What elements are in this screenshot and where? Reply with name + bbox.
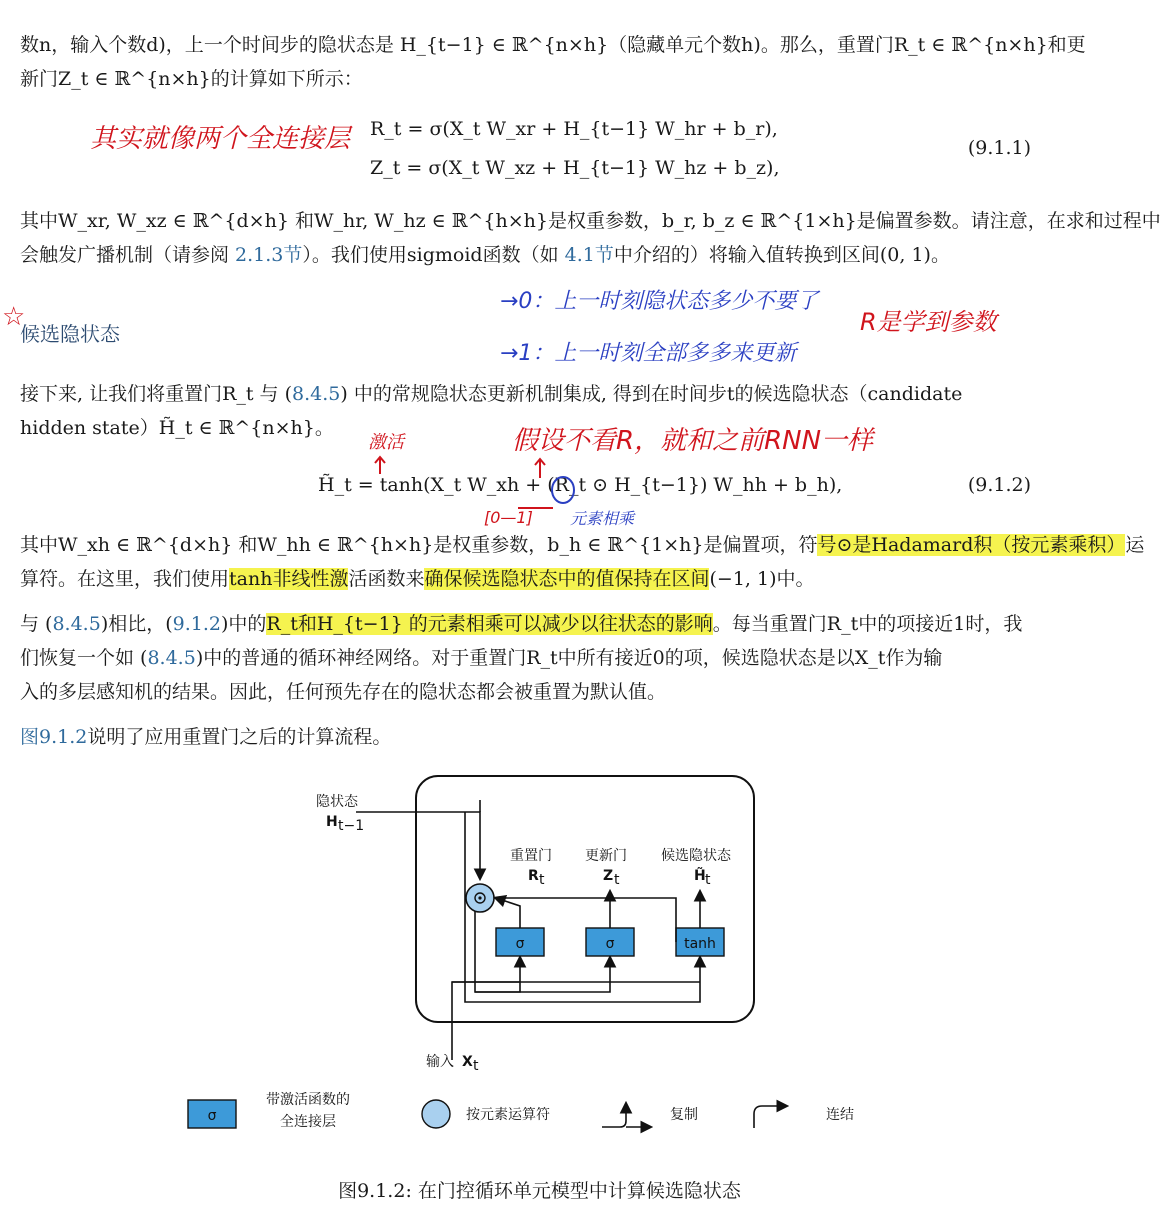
para3-line1 [20, 377, 1032, 411]
para4-text: 其中W_xh ∈ ℝ^{d×h} 和W_hh ∈ ℝ^{h×h}是权重参数，b_h ∈ ℝ^{1×h}是偏置项，符 [20, 534, 818, 556]
legend-elementwise-circle [422, 1100, 450, 1128]
handwritten-note-zero: →0：上一时刻隐状态多少不要了 [500, 289, 819, 314]
para4-line1 [20, 528, 1145, 562]
link-eq-845-b[interactable]: 8.4.5 [52, 613, 101, 635]
label-input-sub: t [473, 1058, 479, 1074]
handwritten-note-learn: R是学到参数 [860, 308, 997, 336]
section-heading-candidate: 候选隐状态 [20, 322, 120, 346]
label-input: 输入 [426, 1054, 454, 1070]
highlight-elementwise: R_t和H_{t−1} 的元素相乘可以减少以往状态的影响 [266, 613, 713, 635]
reset-gate-sigma: σ [515, 936, 525, 952]
para4-line2 [20, 562, 1032, 596]
para6-text: 说明了应用重置门之后的计算流程。 [87, 726, 392, 748]
handwritten-note-assume: 假设不看R，就和之前RNN一样 [512, 426, 874, 456]
legend-fc-symbol: σ [207, 1108, 217, 1124]
paragraph-gate-intro [20, 28, 1086, 96]
para5-line2 [20, 641, 1032, 675]
para2-text-mid: ）。我们使用sigmoid函数（如 [302, 244, 565, 266]
handwritten-note-range: [0—1] [484, 508, 533, 527]
label-reset-sub: t [539, 872, 545, 888]
legend-elementwise: 按元素运算符 [466, 1107, 550, 1123]
link-section-213[interactable]: 2.1.3节 [235, 244, 303, 266]
link-eq-845-c[interactable]: 8.4.5 [147, 647, 196, 669]
label-hidden-symbol: H [326, 814, 338, 830]
label-update-symbol: Z [603, 868, 614, 884]
label-hidden-state: 隐状态 [316, 794, 358, 810]
link-eq-845[interactable]: 8.4.5 [292, 383, 341, 405]
update-gate-sigma: σ [605, 936, 615, 952]
equation-update-gate: Z_t = σ(X_t W_xz + H_{t−1} W_hz + b_z), [370, 157, 780, 179]
candidate-tanh-label: tanh [684, 936, 716, 952]
para2-text: 会触发广播机制（请参阅 [20, 244, 236, 266]
link-eq-912[interactable]: 9.1.2 [172, 613, 221, 635]
para5-line2-post: )中的普通的循环神经网络。对于重置门R_t中所有接近0的项，候选隐状态是以X_t作为输 [195, 647, 943, 669]
para3-text: 接下来, 让我们将重置门R_t 与 ( [20, 383, 293, 405]
handwritten-arrow-activation [370, 454, 390, 476]
label-candidate-symbol: H̃ [694, 868, 706, 884]
label-candidate-sub: t [705, 872, 711, 888]
paragraph-figure-ref [20, 720, 1032, 754]
para3-line2: hidden state）H̃_t ∈ ℝ^{n×h}。 [20, 417, 334, 439]
handwritten-note-elementwise: 元素相乘 [570, 509, 635, 528]
handwritten-note-one: →1：上一时刻全部多多来更新 [500, 341, 797, 366]
paragraph-comparison [20, 607, 1032, 709]
para2-line1: 其中W_xr, W_xz ∈ ℝ^{d×h} 和W_hr, W_hz ∈ ℝ^{h×h}是权重参数，b_r, b_z ∈ ℝ^{1×h}是偏置参数。请注意，在求和过程中 [20, 210, 1161, 232]
para5-b: )相比，( [100, 613, 173, 635]
para2-line2 [20, 238, 1032, 272]
label-candidate: 候选隐状态 [661, 848, 731, 864]
handwritten-note-fc: 其实就像两个全连接层 [90, 124, 351, 154]
para5-c: )中的 [221, 613, 267, 635]
paragraph-parameters [20, 204, 1161, 272]
paragraph-hadamard [20, 528, 1145, 596]
legend-fc-line1: 带激活函数的 [266, 1092, 350, 1108]
legend-copy-icon [602, 1104, 626, 1127]
highlight-range: 确保候选隐状态中的值保持在区间 [424, 568, 710, 590]
equation-candidate-state: H̃_t = tanh(X_t W_xh + (R_t ⊙ H_{t−1}) W_hh + b_h), [318, 474, 843, 496]
highlight-hadamard: 号⊙是Hadamard积（按元素乘积） [817, 534, 1126, 556]
label-hidden-sub: t−1 [338, 818, 365, 834]
handwritten-note-activation: 激活 [368, 432, 404, 453]
label-reset-gate: 重置门 [510, 848, 552, 864]
legend-fc-line2: 全连接层 [280, 1114, 336, 1130]
para4-text-post: 运 [1125, 534, 1145, 556]
para5-d: 。每当重置门R_t中的项接近1时，我 [712, 613, 1023, 635]
para2-text-post: 中介绍的）将输入值转换到区间(0, 1)。 [613, 244, 950, 266]
equation-number-912: (9.1.2) [967, 474, 1031, 496]
link-section-41[interactable]: 4.1节 [564, 244, 614, 266]
label-reset-symbol: R [528, 868, 539, 884]
handwritten-star: ☆ [2, 302, 26, 332]
para4-line2-pre: 算符。在这里，我们使用 [20, 568, 230, 590]
equation-number-911: (9.1.1) [967, 137, 1031, 159]
para5-line1 [20, 607, 1032, 641]
para4-line2-post: (−1, 1)中。 [709, 568, 815, 590]
label-update-gate: 更新门 [585, 848, 627, 864]
link-figure-912[interactable]: 图9.1.2 [20, 726, 88, 748]
gru-candidate-diagram [0, 760, 1079, 1160]
para5-line3: 入的多层感知机的结果。因此，任何预先存在的隐状态都会被重置为默认值。 [20, 681, 667, 703]
highlight-tanh: tanh非线性激 [229, 568, 349, 590]
para4-line2-mid: 活函数来 [348, 568, 425, 590]
legend-copy: 复制 [670, 1107, 698, 1123]
figure-caption: 图9.1.2: 在门控循环单元模型中计算候选隐状态 [338, 1180, 741, 1202]
para5-line2-pre: 们恢复一个如 ( [20, 647, 148, 669]
para1-line1: 数n，输入个数d)，上一个时间步的隐状态是 H_{t−1} ∈ ℝ^{n×h}（隐藏单元个数h)。那么，重置门R_t ∈ ℝ^{n×h}和更 [20, 34, 1086, 56]
label-input-symbol: X [462, 1054, 473, 1070]
para3-text-post: ) 中的常规隐状态更新机制集成, 得到在时间步t的候选隐状态（candidate [340, 383, 963, 405]
para1-line2: 新门Z_t ∈ ℝ^{n×h}的计算如下所示： [20, 68, 363, 90]
legend-concat: 连结 [826, 1107, 854, 1123]
label-update-sub: t [614, 872, 620, 888]
equation-reset-gate: R_t = σ(X_t W_xr + H_{t−1} W_hr + b_r), [370, 118, 778, 140]
legend-concat-icon [754, 1106, 786, 1128]
para5-a: 与 ( [20, 613, 53, 635]
